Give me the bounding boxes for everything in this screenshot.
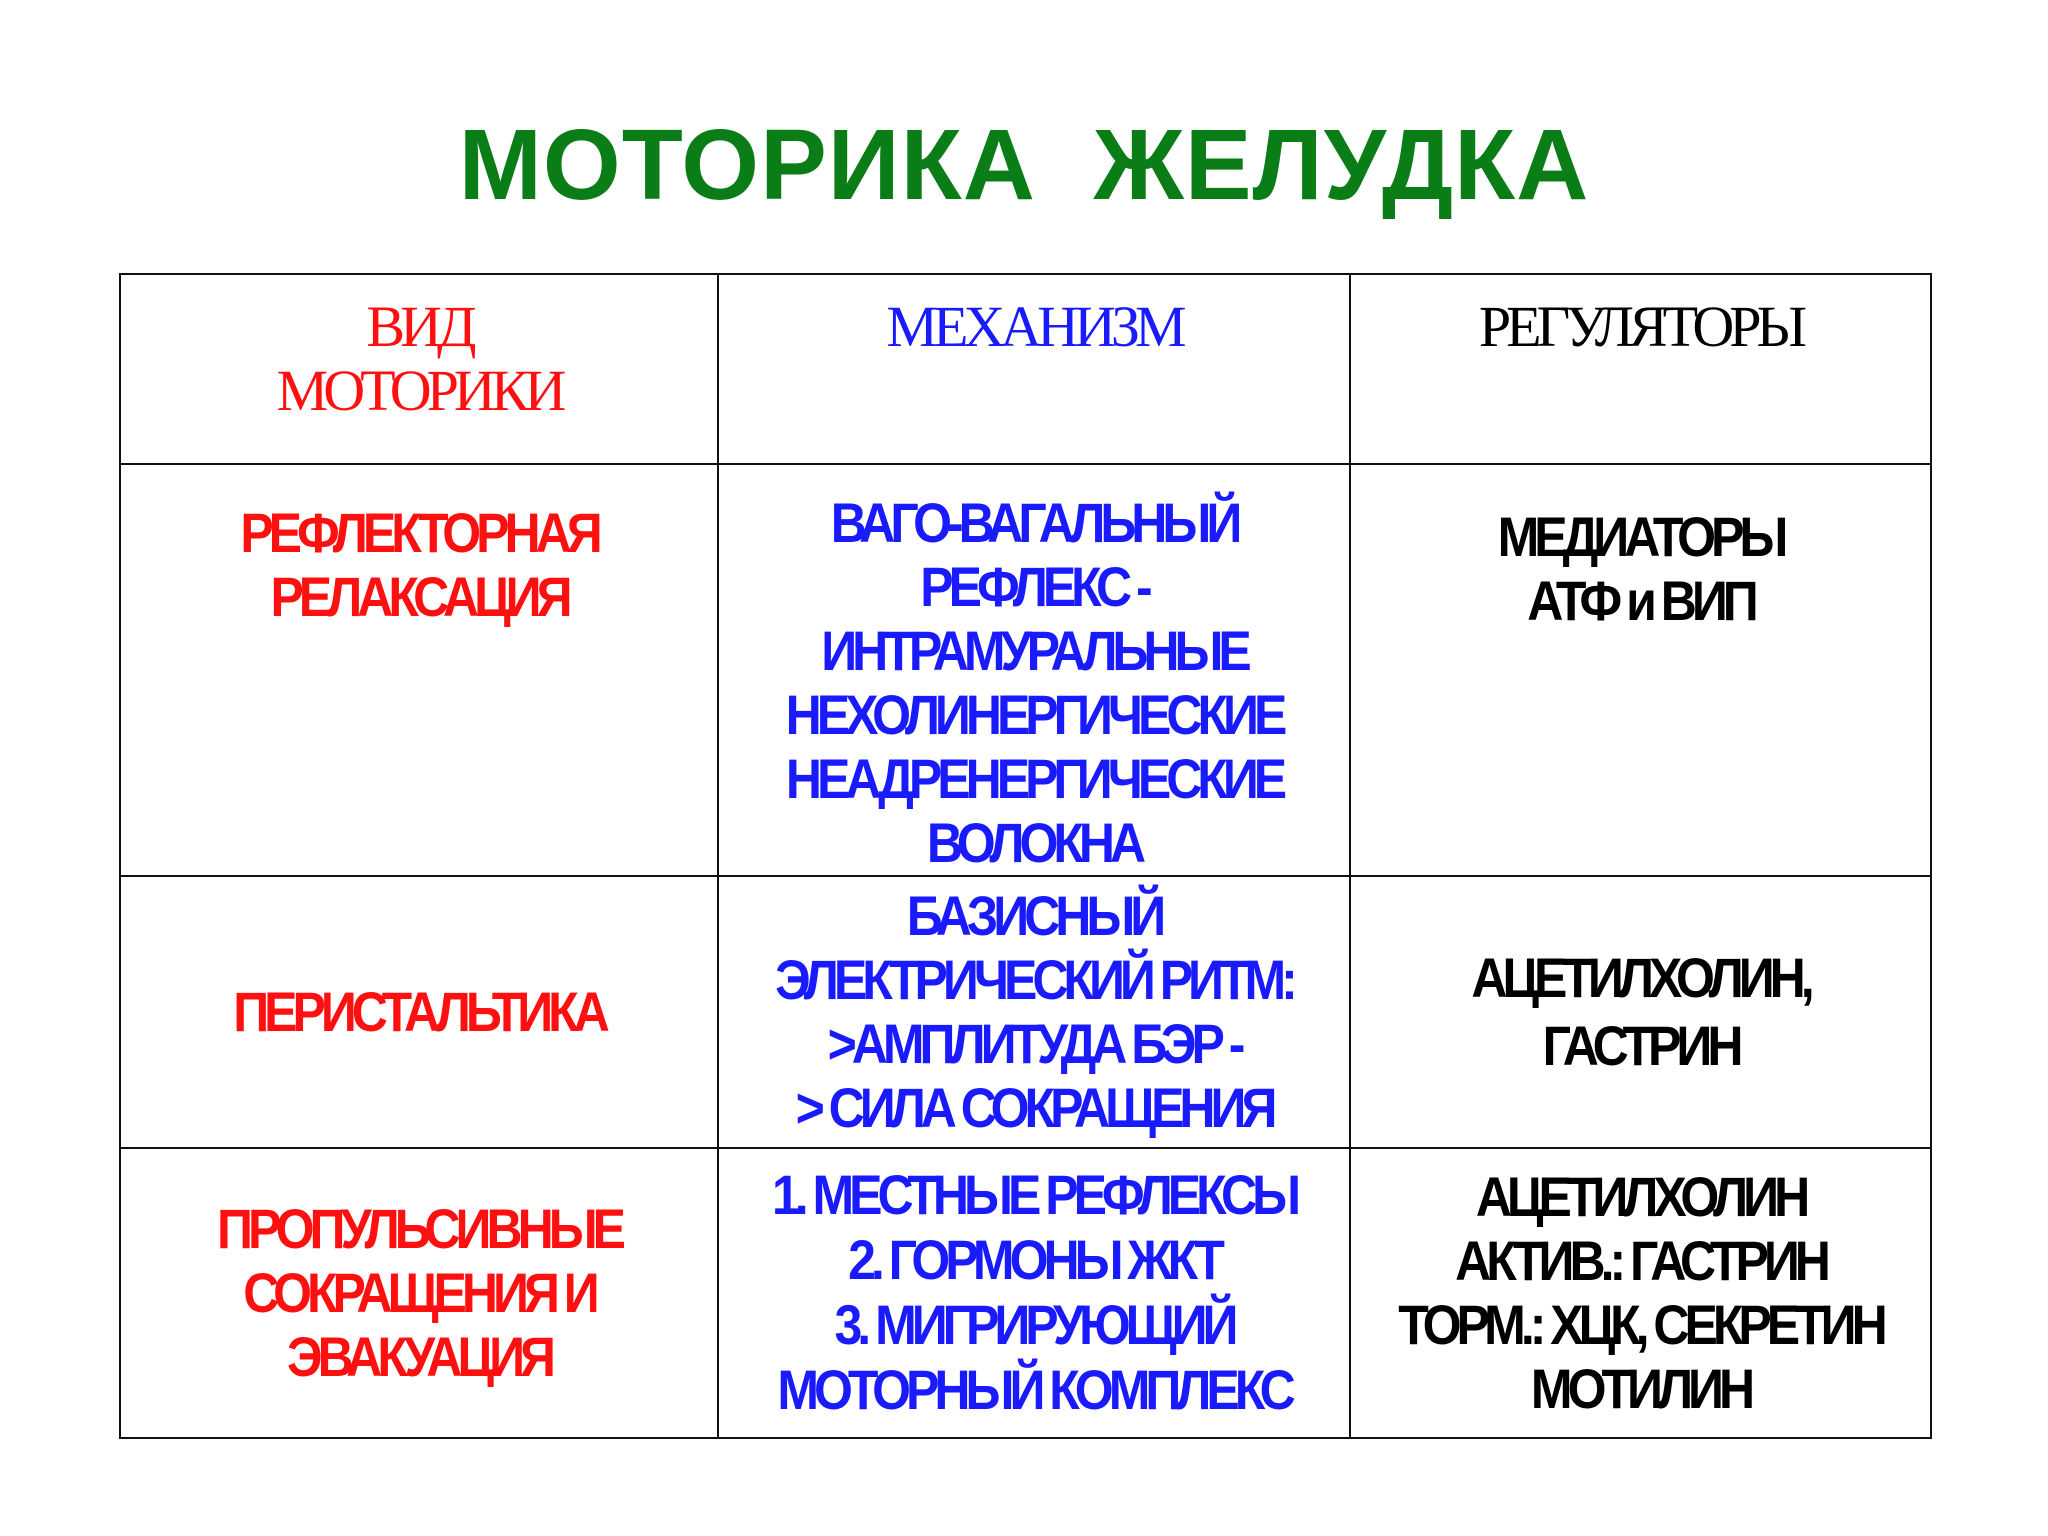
cell-mechanism (718, 464, 1350, 876)
cell-line: АЦЕТИЛХОЛИН, (1471, 946, 1810, 1010)
cell-type (120, 464, 718, 876)
cell-line: >АМПЛИТУДА БЭР - (827, 1012, 1241, 1076)
cell-regulators (1350, 464, 1931, 876)
cell-line: РЕЛАКСАЦИЯ (270, 565, 568, 629)
cell-type (120, 876, 718, 1148)
table-row (120, 876, 1931, 1148)
cell-line: НЕХОЛИНЕРГИЧЕСКИЕ (785, 683, 1283, 747)
cell-line: АТФ и ВИП (1527, 569, 1754, 633)
slide-title: МОТОРИКА ЖЕЛУДКА (458, 109, 1590, 221)
header-cell-regulators (1350, 274, 1931, 464)
cell-mechanism (718, 1148, 1350, 1438)
cell-line: СОКРАЩЕНИЯ И (243, 1261, 595, 1325)
header-mechanism-line: МЕХАНИЗМ (886, 294, 1182, 359)
cell-type (120, 1148, 718, 1438)
header-cell-mechanism (718, 274, 1350, 464)
motility-table (119, 273, 1932, 1439)
cell-line: ВАГО-ВАГАЛЬНЫЙ (830, 491, 1238, 555)
cell-line: ЭЛЕКТРИЧЕСКИЙ РИТМ: (775, 948, 1293, 1012)
cell-line: МЕДИАТОРЫ (1497, 505, 1784, 569)
header-cell-type (120, 274, 718, 464)
cell-mechanism (718, 876, 1350, 1148)
cell-regulators (1350, 876, 1931, 1148)
cell-line: ИНТРАМУРАЛЬНЫЕ (821, 619, 1247, 683)
cell-line: АЦЕТИЛХОЛИН (1475, 1165, 1806, 1229)
cell-line: ТОРМ.: ХЦК, СЕКРЕТИН (1398, 1293, 1883, 1357)
table-row (120, 1148, 1931, 1438)
cell-line: БАЗИСНЫЙ (906, 884, 1162, 948)
header-regulators-line: РЕГУЛЯТОРЫ (1478, 294, 1803, 359)
cell-line: МОТОРНЫЙ КОМПЛЕКС (777, 1358, 1291, 1422)
cell-line: 3. МИГРИРУЮЩИЙ (834, 1293, 1234, 1357)
cell-line: ГАСТРИН (1542, 1014, 1739, 1078)
cell-line: 2. ГОРМОНЫ ЖКТ (848, 1228, 1220, 1292)
cell-line: ПЕРИСТАЛЬТИКА (233, 980, 605, 1044)
header-type-line: ВИД (366, 294, 472, 359)
cell-line: АКТИВ.: ГАСТРИН (1455, 1229, 1826, 1293)
cell-regulators (1350, 1148, 1931, 1438)
cell-line: 1. МЕСТНЫЕ РЕФЛЕКСЫ (771, 1163, 1297, 1227)
cell-line: ВОЛОКНА (926, 811, 1142, 875)
cell-line: ЭВАКУАЦИЯ (287, 1325, 551, 1389)
cell-line: НЕАДРЕНЕРГИЧЕСКИЕ (785, 747, 1283, 811)
cell-line: РЕФЛЕКС - (920, 555, 1148, 619)
table-row (120, 464, 1931, 876)
header-type-line: МОТОРИКИ (276, 358, 562, 423)
table-header-row (120, 274, 1931, 464)
cell-line: ПРОПУЛЬСИВНЫЕ (217, 1197, 621, 1261)
cell-line: РЕФЛЕКТОРНАЯ (240, 501, 598, 565)
cell-line: > СИЛА СОКРАЩЕНИЯ (795, 1076, 1273, 1140)
cell-line: МОТИЛИН (1530, 1357, 1751, 1421)
